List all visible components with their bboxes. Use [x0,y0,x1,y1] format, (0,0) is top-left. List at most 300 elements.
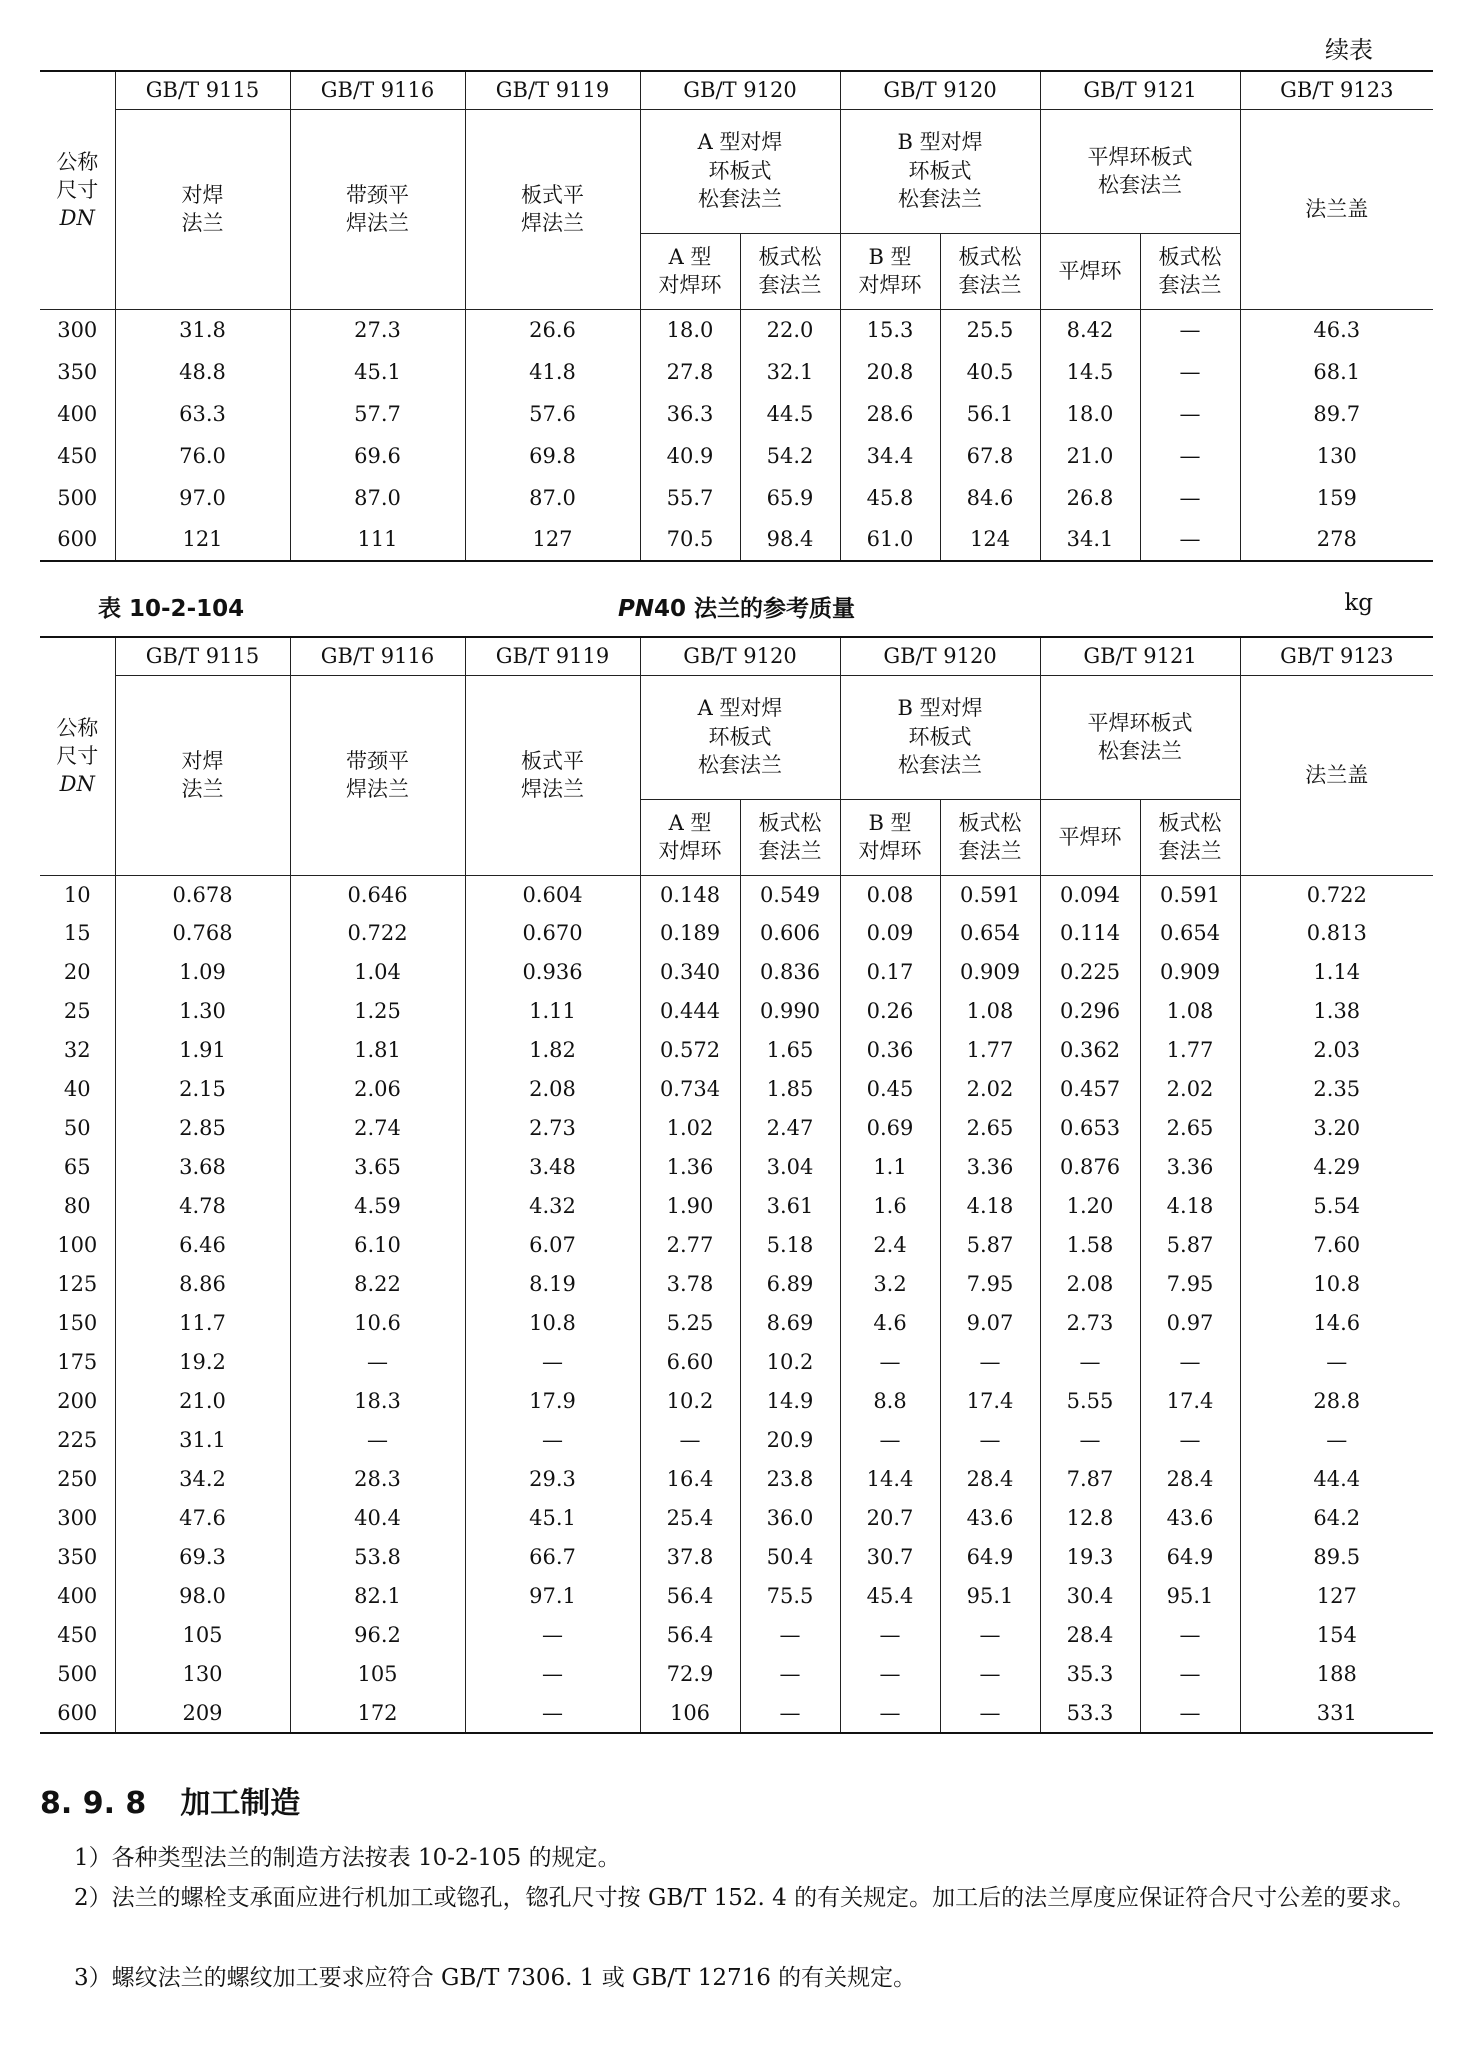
mass-cell: 37.8 [640,1538,740,1577]
type-header: A 型对焊 环板式 松套法兰 [640,109,840,233]
dn-cell: 350 [40,351,115,393]
mass-cell: 2.02 [940,1070,1040,1109]
mass-cell: 0.444 [640,992,740,1031]
mass-cell: 3.65 [290,1148,465,1187]
mass-cell: — [465,1421,640,1460]
mass-cell: 40.4 [290,1499,465,1538]
mass-cell: — [1140,1616,1240,1655]
dn-symbol: DN [59,206,95,231]
mass-cell: 3.2 [840,1265,940,1304]
mass-cell: 0.36 [840,1031,940,1070]
mass-cell: 0.604 [465,875,640,914]
mass-cell: 2.85 [115,1109,290,1148]
standard-header: GB/T 9120 [840,637,1040,675]
table-row [40,1655,1433,1694]
mass-cell: 21.0 [115,1382,290,1421]
mass-cell: 0.678 [115,875,290,914]
type-header: 带颈平 焊法兰 [290,109,465,309]
mass-cell: 1.09 [115,953,290,992]
table-unit: kg [1344,590,1373,616]
mass-cell: 43.6 [1140,1499,1240,1538]
type-header: 对焊 法兰 [115,675,290,875]
dn-cell: 600 [40,519,115,561]
mass-cell: 26.6 [465,309,640,351]
mass-cell: 84.6 [940,477,1040,519]
mass-cell: 44.4 [1240,1460,1433,1499]
table-row [40,351,1433,393]
mass-cell: — [740,1616,840,1655]
mass-cell: 0.572 [640,1031,740,1070]
mass-cell: — [465,1616,640,1655]
table-row [40,1265,1433,1304]
mass-cell: 4.59 [290,1187,465,1226]
mass-cell: 0.591 [940,875,1040,914]
mass-cell: 3.48 [465,1148,640,1187]
standard-header: GB/T 9115 [115,71,290,109]
mass-cell: 127 [1240,1577,1433,1616]
dn-cell: 80 [40,1187,115,1226]
subtype-header: 板式松 套法兰 [740,233,840,309]
mass-cell: 0.654 [1140,914,1240,953]
mass-cell: 64.9 [940,1538,1040,1577]
mass-cell: 0.722 [290,914,465,953]
mass-cell: 0.17 [840,953,940,992]
mass-cell: 0.457 [1040,1070,1140,1109]
mass-cell: 3.68 [115,1148,290,1187]
mass-cell: 34.2 [115,1460,290,1499]
mass-cell: 45.1 [290,351,465,393]
pn40-flange-mass-table [40,636,1433,1734]
table-body [40,309,1433,561]
mass-cell: — [465,1343,640,1382]
standard-header: GB/T 9119 [465,637,640,675]
mass-cell: 0.836 [740,953,840,992]
mass-cell: 65.9 [740,477,840,519]
mass-cell: — [1040,1421,1140,1460]
mass-cell: 0.549 [740,875,840,914]
mass-cell: 0.653 [1040,1109,1140,1148]
mass-cell: 23.8 [740,1460,840,1499]
mass-cell: 1.77 [1140,1031,1240,1070]
mass-cell: 10.2 [640,1382,740,1421]
mass-cell: 5.18 [740,1226,840,1265]
mass-cell: 2.35 [1240,1070,1433,1109]
mass-cell: — [1140,519,1240,561]
mass-cell: 10.8 [1240,1265,1433,1304]
dn-cell: 225 [40,1421,115,1460]
mass-cell: 3.04 [740,1148,840,1187]
mass-cell: — [1240,1343,1433,1382]
mass-cell: 10.8 [465,1304,640,1343]
dn-cell: 300 [40,309,115,351]
mass-cell: 64.9 [1140,1538,1240,1577]
mass-cell: 0.114 [1040,914,1140,953]
mass-cell: 130 [115,1655,290,1694]
mass-cell: 9.07 [940,1304,1040,1343]
mass-cell: 2.74 [290,1109,465,1148]
mass-cell: — [840,1655,940,1694]
standard-header: GB/T 9116 [290,637,465,675]
mass-cell: 32.1 [740,351,840,393]
subtype-header: 板式松 套法兰 [1140,799,1240,875]
mass-cell: 0.26 [840,992,940,1031]
table-row [40,1343,1433,1382]
mass-cell: — [1140,1421,1240,1460]
mass-cell: 0.876 [1040,1148,1140,1187]
mass-cell: 127 [465,519,640,561]
mass-cell: — [1140,1694,1240,1733]
mass-cell: 278 [1240,519,1433,561]
mass-cell: 18.3 [290,1382,465,1421]
mass-cell: 19.3 [1040,1538,1140,1577]
mass-cell: 56.4 [640,1577,740,1616]
mass-cell: 20.8 [840,351,940,393]
mass-cell: 7.95 [1140,1265,1240,1304]
mass-cell: 61.0 [840,519,940,561]
dn-cell: 15 [40,914,115,953]
dn-cell: 400 [40,1577,115,1616]
mass-cell: 0.340 [640,953,740,992]
mass-cell: 22.0 [740,309,840,351]
subtype-header: 板式松 套法兰 [740,799,840,875]
mass-cell: 48.8 [115,351,290,393]
mass-cell: 34.1 [1040,519,1140,561]
dn-cell: 300 [40,1499,115,1538]
dn-symbol: DN [59,772,95,797]
mass-cell: — [465,1694,640,1733]
dn-cell: 450 [40,1616,115,1655]
mass-cell: 67.8 [940,435,1040,477]
table-row [40,1382,1433,1421]
type-header: B 型对焊 环板式 松套法兰 [840,109,1040,233]
mass-cell: 5.87 [1140,1226,1240,1265]
mass-cell: 18.0 [640,309,740,351]
mass-cell: 69.3 [115,1538,290,1577]
mass-cell: 2.08 [1040,1265,1140,1304]
section-heading [40,1778,300,1822]
standard-header: GB/T 9120 [840,71,1040,109]
mass-cell: — [1140,393,1240,435]
table-row [40,953,1433,992]
mass-cell: 25.5 [940,309,1040,351]
mass-cell: 4.32 [465,1187,640,1226]
mass-cell: 2.15 [115,1070,290,1109]
subtype-header: 平焊环 [1040,799,1140,875]
dn-cell: 125 [40,1265,115,1304]
mass-cell: 1.77 [940,1031,1040,1070]
section-number: 8. 9. 8 [40,1786,147,1821]
mass-cell: 124 [940,519,1040,561]
mass-cell: 15.3 [840,309,940,351]
mass-cell: 2.73 [465,1109,640,1148]
flange-mass-table-continued [40,70,1433,562]
mass-cell: 0.094 [1040,875,1140,914]
mass-cell: 4.18 [940,1187,1040,1226]
mass-cell: — [1240,1421,1433,1460]
mass-cell: 8.8 [840,1382,940,1421]
table-row [40,1031,1433,1070]
mass-cell: 2.03 [1240,1031,1433,1070]
mass-cell: — [1140,477,1240,519]
mass-cell: 44.5 [740,393,840,435]
type-header: 板式平 焊法兰 [465,109,640,309]
mass-cell: 188 [1240,1655,1433,1694]
mass-cell: 0.591 [1140,875,1240,914]
mass-cell: 1.1 [840,1148,940,1187]
mass-cell: 31.8 [115,309,290,351]
mass-cell: 17.9 [465,1382,640,1421]
dn-cell: 50 [40,1109,115,1148]
mass-cell: — [1140,1655,1240,1694]
table-row [40,914,1433,953]
mass-cell: 17.4 [940,1382,1040,1421]
mass-cell: 1.85 [740,1070,840,1109]
mass-cell: 1.81 [290,1031,465,1070]
type-header: 板式平 焊法兰 [465,675,640,875]
mass-cell: — [940,1655,1040,1694]
mass-cell: 34.4 [840,435,940,477]
mass-cell: 25.4 [640,1499,740,1538]
mass-cell: 8.69 [740,1304,840,1343]
mass-cell: 4.18 [1140,1187,1240,1226]
mass-cell: 105 [115,1616,290,1655]
mass-cell: 45.8 [840,477,940,519]
mass-cell: — [840,1343,940,1382]
mass-cell: 0.734 [640,1070,740,1109]
dn-cell: 100 [40,1226,115,1265]
mass-cell: — [740,1655,840,1694]
mass-cell: — [1140,435,1240,477]
mass-cell: — [1040,1343,1140,1382]
mass-cell: 0.97 [1140,1304,1240,1343]
mass-cell: 53.3 [1040,1694,1140,1733]
table-row [40,1616,1433,1655]
mass-cell: 2.65 [1140,1109,1240,1148]
mass-cell: 55.7 [640,477,740,519]
dn-cell: 350 [40,1538,115,1577]
mass-cell: 6.46 [115,1226,290,1265]
dn-cell: 10 [40,875,115,914]
dn-cell: 500 [40,477,115,519]
dn-cell: 25 [40,992,115,1031]
standard-header: GB/T 9120 [640,71,840,109]
mass-cell: — [940,1421,1040,1460]
type-header: 法兰盖 [1240,109,1433,309]
subtype-header: 板式松 套法兰 [1140,233,1240,309]
mass-cell: 331 [1240,1694,1433,1733]
mass-cell: 56.4 [640,1616,740,1655]
subtype-header: 平焊环 [1040,233,1140,309]
mass-cell: 2.47 [740,1109,840,1148]
mass-cell: 14.4 [840,1460,940,1499]
mass-cell: 87.0 [290,477,465,519]
mass-cell: 0.296 [1040,992,1140,1031]
mass-cell: 8.86 [115,1265,290,1304]
subtype-header: 板式松 套法兰 [940,799,1040,875]
mass-cell: — [640,1421,740,1460]
mass-cell: 69.8 [465,435,640,477]
mass-cell: 1.25 [290,992,465,1031]
dn-cell: 500 [40,1655,115,1694]
mass-cell: 7.95 [940,1265,1040,1304]
mass-cell: 0.670 [465,914,640,953]
mass-cell: 0.813 [1240,914,1433,953]
mass-cell: 0.148 [640,875,740,914]
mass-cell: 0.09 [840,914,940,953]
mass-cell: 28.4 [1140,1460,1240,1499]
mass-cell: 5.87 [940,1226,1040,1265]
mass-cell: 95.1 [940,1577,1040,1616]
mass-cell: 19.2 [115,1343,290,1382]
mass-cell: 0.225 [1040,953,1140,992]
mass-cell: 6.10 [290,1226,465,1265]
standard-header: GB/T 9116 [290,71,465,109]
mass-cell: 98.0 [115,1577,290,1616]
mass-cell: 0.936 [465,953,640,992]
table-row [40,1187,1433,1226]
mass-cell: 14.6 [1240,1304,1433,1343]
standard-header: GB/T 9121 [1040,637,1240,675]
table-row [40,1460,1433,1499]
mass-cell: 40.9 [640,435,740,477]
mass-cell: — [1140,309,1240,351]
mass-cell: 0.606 [740,914,840,953]
mass-cell: 30.4 [1040,1577,1140,1616]
dn-cell: 200 [40,1382,115,1421]
mass-cell: 47.6 [115,1499,290,1538]
mass-cell: 0.362 [1040,1031,1140,1070]
dn-cell: 32 [40,1031,115,1070]
mass-cell: 105 [290,1655,465,1694]
mass-cell: 4.78 [115,1187,290,1226]
standard-header: GB/T 9121 [1040,71,1240,109]
mass-cell: 0.654 [940,914,1040,953]
mass-cell: 10.6 [290,1304,465,1343]
mass-cell: 2.4 [840,1226,940,1265]
mass-cell: 96.2 [290,1616,465,1655]
dn-header [40,71,115,309]
mass-cell: — [940,1616,1040,1655]
table-row [40,1694,1433,1733]
dn-cell: 40 [40,1070,115,1109]
mass-cell: 0.45 [840,1070,940,1109]
mass-cell: 0.189 [640,914,740,953]
mass-cell: — [940,1343,1040,1382]
dn-cell: 250 [40,1460,115,1499]
mass-cell: 36.3 [640,393,740,435]
mass-cell: 1.14 [1240,953,1433,992]
mass-cell: 68.1 [1240,351,1433,393]
mass-cell: 2.77 [640,1226,740,1265]
mass-cell: — [840,1694,940,1733]
standard-header: GB/T 9123 [1240,71,1433,109]
mass-cell: 97.1 [465,1577,640,1616]
paragraph: 2）法兰的螺栓支承面应进行机加工或锪孔，锪孔尺寸按 GB/T 152. 4 的有关规定。加工后的法兰厚度应保证符合尺寸公差的要求。 [74,1885,1416,1911]
mass-cell: 76.0 [115,435,290,477]
mass-cell: — [1140,351,1240,393]
mass-cell: 28.3 [290,1460,465,1499]
dn-label: 公称 尺寸 [56,149,99,203]
dn-header [40,637,115,875]
subtype-header: A 型 对焊环 [640,233,740,309]
mass-cell: 29.3 [465,1460,640,1499]
dn-cell: 400 [40,393,115,435]
mass-cell: 1.02 [640,1109,740,1148]
mass-cell: 1.38 [1240,992,1433,1031]
table-row [40,1226,1433,1265]
table-row [40,1499,1433,1538]
mass-cell: 31.1 [115,1421,290,1460]
mass-cell: 121 [115,519,290,561]
mass-cell: 70.5 [640,519,740,561]
mass-cell: 89.7 [1240,393,1433,435]
mass-cell: 1.20 [1040,1187,1140,1226]
mass-cell: — [290,1343,465,1382]
mass-cell: 97.0 [115,477,290,519]
mass-cell: 20.7 [840,1499,940,1538]
mass-cell: 63.3 [115,393,290,435]
mass-cell: 0.08 [840,875,940,914]
standard-header: GB/T 9119 [465,71,640,109]
mass-cell: 12.8 [1040,1499,1140,1538]
mass-cell: 3.78 [640,1265,740,1304]
mass-cell: 30.7 [840,1538,940,1577]
mass-cell: 45.1 [465,1499,640,1538]
subtype-header: B 型 对焊环 [840,799,940,875]
type-header: 带颈平 焊法兰 [290,675,465,875]
mass-cell: 0.768 [115,914,290,953]
mass-cell: 1.11 [465,992,640,1031]
mass-cell: — [1140,1343,1240,1382]
table-row [40,1538,1433,1577]
mass-cell: — [290,1421,465,1460]
mass-cell: 3.61 [740,1187,840,1226]
mass-cell: 43.6 [940,1499,1040,1538]
mass-cell: 27.3 [290,309,465,351]
mass-cell: 57.7 [290,393,465,435]
mass-cell: 72.9 [640,1655,740,1694]
table-row [40,1421,1433,1460]
mass-cell: 57.6 [465,393,640,435]
mass-cell: — [840,1616,940,1655]
mass-cell: 6.60 [640,1343,740,1382]
dn-cell: 65 [40,1148,115,1187]
mass-cell: 89.5 [1240,1538,1433,1577]
mass-cell: 111 [290,519,465,561]
type-header: 法兰盖 [1240,675,1433,875]
mass-cell: 10.2 [740,1343,840,1382]
dn-cell: 600 [40,1694,115,1733]
mass-cell: 56.1 [940,393,1040,435]
mass-cell: 1.04 [290,953,465,992]
mass-cell: 0.69 [840,1109,940,1148]
mass-cell: 1.36 [640,1148,740,1187]
mass-cell: 1.91 [115,1031,290,1070]
type-header: 平焊环板式 松套法兰 [1040,675,1240,799]
mass-cell: 6.07 [465,1226,640,1265]
table-row [40,1109,1433,1148]
mass-cell: 26.8 [1040,477,1140,519]
table-title-symbol: PN [617,596,655,622]
mass-cell: 8.22 [290,1265,465,1304]
mass-cell: 1.58 [1040,1226,1140,1265]
paragraph: 1）各种类型法兰的制造方法按表 10-2-105 的规定。 [74,1845,621,1871]
mass-cell: 2.06 [290,1070,465,1109]
table-row [40,875,1433,914]
mass-cell: 5.55 [1040,1382,1140,1421]
mass-cell: 64.2 [1240,1499,1433,1538]
mass-cell: 75.5 [740,1577,840,1616]
